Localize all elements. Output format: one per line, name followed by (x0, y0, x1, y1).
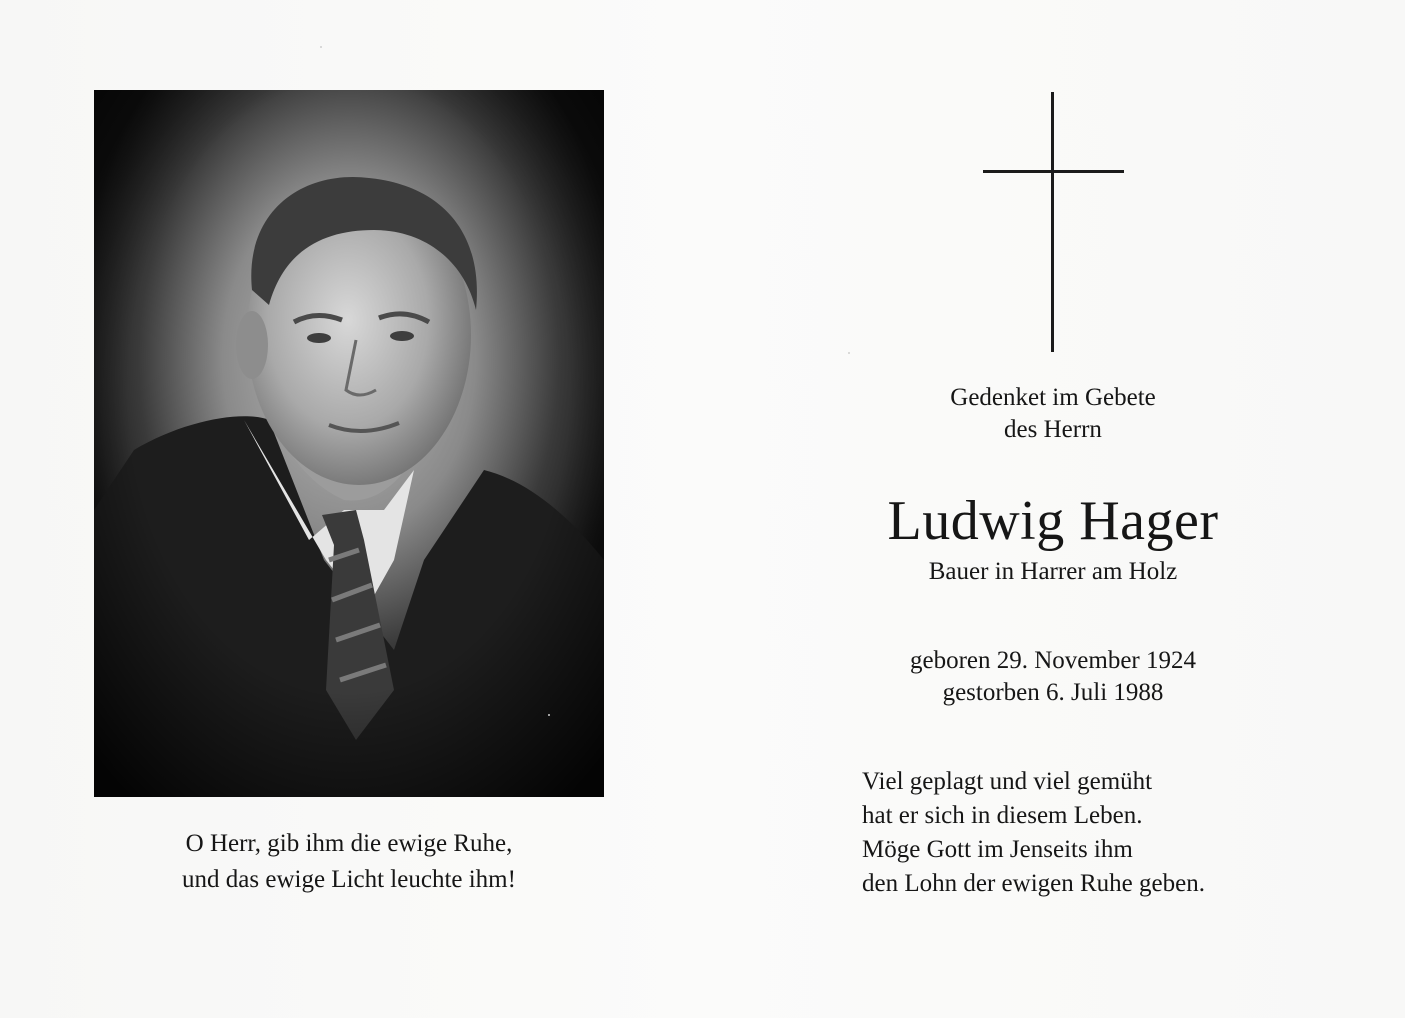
paper-speck (848, 352, 850, 354)
remember-heading (800, 382, 1306, 446)
verse-line-4: den Lohn der ewigen Ruhe geben. (862, 870, 1205, 897)
portrait-image (94, 90, 604, 797)
cross-icon (983, 92, 1124, 352)
verse-line-2: hat er sich in diesem Leben. (862, 802, 1143, 829)
prayer-line-2: und das ewige Licht leuchte ihm! (182, 866, 516, 893)
paper-speck (548, 714, 550, 716)
life-dates (800, 645, 1306, 709)
deceased-name: Ludwig Hager (887, 490, 1219, 552)
birth-date: geboren 29. November 1924 (909, 647, 1197, 674)
death-date: gestorben 6. Juli 1988 (942, 679, 1164, 706)
prayer-line-1: O Herr, gib ihm die ewige Ruhe, (185, 830, 513, 857)
portrait-photo (94, 90, 604, 797)
deceased-occupation: Bauer in Harrer am Holz (928, 558, 1178, 585)
prayer-text (94, 826, 604, 898)
verse-line-3: Möge Gott im Jenseits ihm (862, 836, 1133, 863)
memorial-verse (862, 765, 1205, 901)
paper-speck (320, 46, 322, 48)
verse-line-1: Viel geplagt und viel gemüht (862, 768, 1153, 795)
remember-line-2: des Herrn (1004, 416, 1102, 443)
remember-line-1: Gedenket im Gebete (950, 384, 1156, 411)
